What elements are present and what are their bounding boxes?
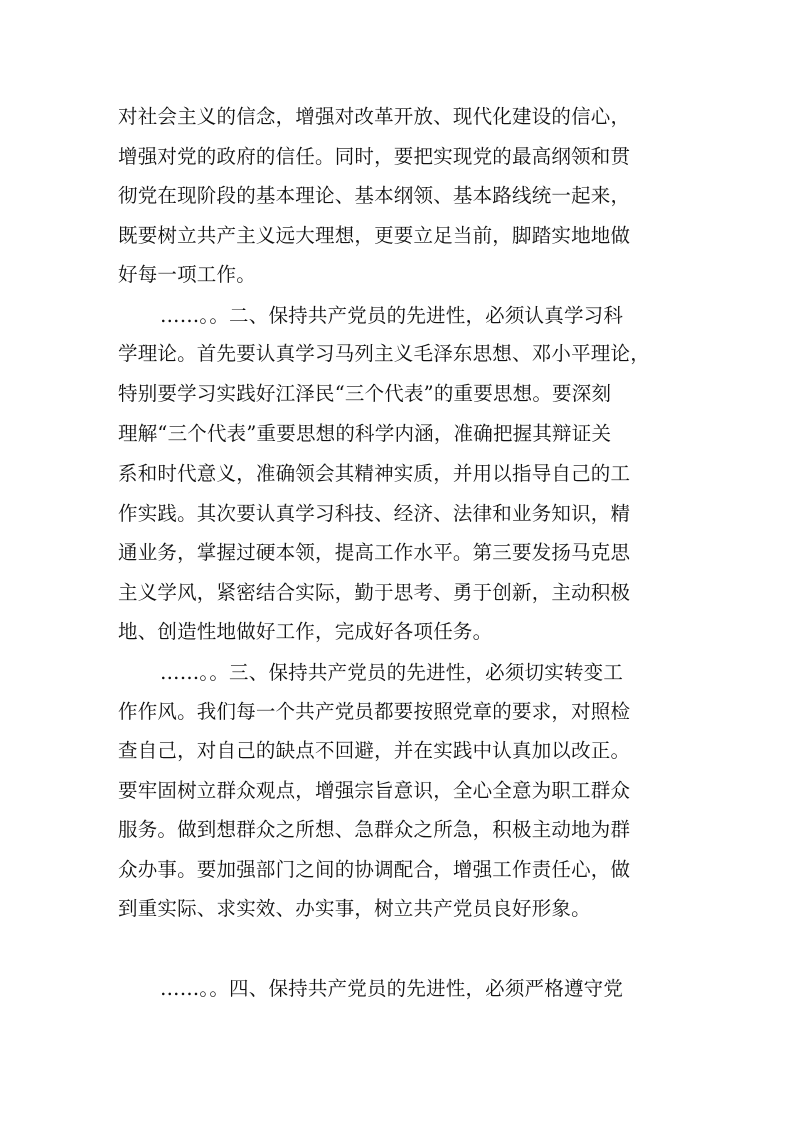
text-line-7: 学理论。首先要认真学习马列主义毛泽东思想、邓小平理论， [118,342,650,365]
text-line-1: 对社会主义的信念，增强对改革开放、现代化建设的信心， [118,105,631,128]
text-line-13: 主义学风，紧密结合实际，勤于思考、勇于创新，主动积极 [118,581,631,604]
text-line-21: 到重实际、求实效、办实事，树立共产党员良好形象。 [118,897,591,920]
text-line-12: 通业务，掌握过硬本领，提高工作水平。第三要发扬马克思 [118,541,631,564]
section-heading-four: ……。。四、保持共产党员的先进性，必须严格遵守党 [160,977,624,1000]
text-line-9: 理解“三个代表”重要思想的科学内涵，准确把握其辩证关 [118,422,612,445]
text-line-8: 特别要学习实践好江泽民“三个代表”的重要思想。要深刻 [118,382,612,405]
text-line-5: 好每一项工作。 [118,263,256,286]
text-line-14: 地、创造性地做好工作，完成好各项任务。 [118,620,493,643]
text-line-10: 系和时代意义，准确领会其精神实质，并用以指导自己的工 [118,462,631,485]
section-heading-three: ……。。三、保持共产党员的先进性，必须切实转变工 [160,661,624,684]
text-line-20: 众办事。要加强部门之间的协调配合，增强工作责任心，做 [118,858,631,881]
text-line-19: 服务。做到想群众之所想、急群众之所急，积极主动地为群 [118,818,631,841]
text-line-17: 查自己，对自己的缺点不回避，并在实践中认真加以改正。 [118,739,631,762]
text-line-2: 增强对党的政府的信任。同时，要把实现党的最高纲领和贯 [118,145,631,168]
text-line-16: 作作风。我们每一个共产党员都要按照党章的要求，对照检 [118,700,631,723]
text-line-11: 作实践。其次要认真学习科技、经济、法律和业务知识，精 [118,502,631,525]
section-heading-two: ……。。二、保持共产党员的先进性，必须认真学习科 [160,304,624,327]
text-line-18: 要牢固树立群众观点，增强宗旨意识，全心全意为职工群众 [118,779,631,802]
text-line-3: 彻党在现阶段的基本理论、基本纲领、基本路线统一起来， [118,184,631,207]
text-line-4: 既要树立共产主义远大理想，更要立足当前，脚踏实地地做 [118,224,631,247]
